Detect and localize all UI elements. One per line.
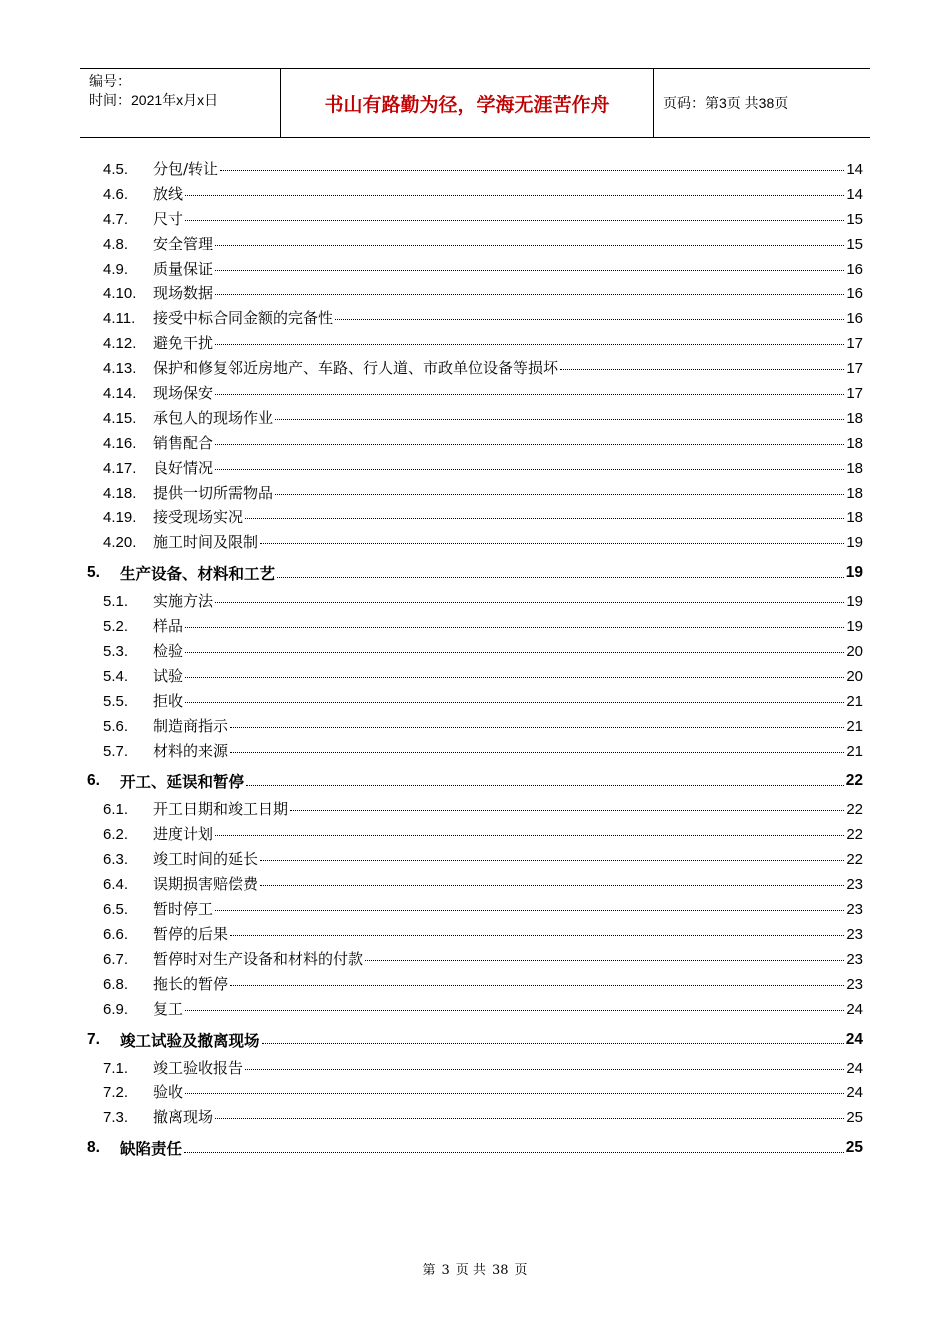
toc-entry-page-number: 22 <box>846 851 863 869</box>
toc-entry-page-number: 19 <box>846 618 863 636</box>
toc-dot-leader <box>185 220 844 221</box>
toc-entry-page-number: 25 <box>846 1109 863 1127</box>
toc-entry-number: 4.18. <box>103 484 137 502</box>
toc-section-entry[interactable] <box>87 1081 863 1106</box>
toc-entry-number: 6.7. <box>103 950 129 968</box>
toc-entry-number: 6.5. <box>103 901 129 919</box>
toc-section-entry[interactable] <box>87 531 863 556</box>
toc-entry-page-number: 23 <box>846 925 863 943</box>
toc-dot-leader <box>230 752 844 753</box>
toc-dot-leader <box>560 369 844 370</box>
toc-entry-number: 6.3. <box>103 851 129 869</box>
toc-entry-number: 6.4. <box>103 876 129 894</box>
toc-dot-leader <box>220 170 844 171</box>
toc-entry-page-number: 22 <box>846 826 863 844</box>
toc-dot-leader <box>215 1118 844 1119</box>
toc-entry-title: 接受现场实况 <box>153 508 244 527</box>
footer-mid: 页 共 <box>455 1263 486 1278</box>
toc-entry-title: 生产设备、材料和工艺 <box>120 564 276 584</box>
toc-section-entry[interactable] <box>87 973 863 998</box>
toc-entry-number: 7.3. <box>103 1109 129 1127</box>
toc-dot-leader <box>262 1043 844 1044</box>
toc-entry-number: 5.7. <box>103 742 129 760</box>
toc-entry-number: 4.20. <box>103 534 137 552</box>
toc-entry-number: 4.5. <box>103 161 129 178</box>
toc-dot-leader <box>215 835 844 836</box>
toc-entry-page-number: 19 <box>846 534 863 552</box>
header-time-label: 时间：2021年x月x日 <box>89 92 219 108</box>
toc-section-entry[interactable] <box>87 258 863 283</box>
header-meta <box>80 69 281 137</box>
toc-entry-number: 5.4. <box>103 667 129 685</box>
toc-entry-number: 8. <box>87 1139 100 1157</box>
toc-entry-number: 7.2. <box>103 1084 129 1102</box>
toc-entry-page-number: 15 <box>846 210 863 228</box>
toc-entry-number: 5. <box>87 564 100 582</box>
toc-entry-page-number: 23 <box>846 950 863 968</box>
toc-section-entry[interactable] <box>87 407 863 432</box>
toc-dot-leader <box>290 810 844 811</box>
toc-section-entry[interactable] <box>87 823 863 848</box>
toc-entry-number: 7. <box>87 1030 100 1048</box>
toc-entry-number: 6.9. <box>103 1000 129 1018</box>
toc-entry-title: 良好情况 <box>153 458 214 477</box>
toc-entry-title: 安全管理 <box>153 234 214 253</box>
header-motto: 书山有路勤为径，学海无涯苦作舟 <box>281 69 654 137</box>
toc-entry-title: 制造商指示 <box>153 716 229 735</box>
toc-entry-title: 样品 <box>153 617 184 636</box>
toc-entry-page-number: 22 <box>846 801 863 819</box>
toc-entry-page-number: 18 <box>846 484 863 502</box>
toc-section-entry[interactable] <box>87 482 863 507</box>
toc-section-entry[interactable] <box>87 457 863 482</box>
toc-dot-leader <box>275 419 844 420</box>
toc-section-entry[interactable] <box>87 715 863 740</box>
toc-section-entry[interactable] <box>87 590 863 615</box>
toc-entry-title: 误期损害赔偿费 <box>153 875 259 894</box>
toc-section-entry[interactable] <box>87 873 863 898</box>
toc-entry-number: 4.12. <box>103 335 137 353</box>
footer-total-pages: 38 <box>491 1263 509 1278</box>
toc-dot-leader <box>184 1152 844 1153</box>
toc-entry-title: 拒收 <box>153 691 184 710</box>
toc-entry-page-number: 19 <box>845 564 863 582</box>
toc-entry-number: 5.5. <box>103 692 129 710</box>
toc-section-entry[interactable] <box>87 615 863 640</box>
toc-entry-page-number: 21 <box>846 742 863 760</box>
toc-entry-page-number: 23 <box>846 975 863 993</box>
toc-entry-title: 暂时停工 <box>153 900 214 919</box>
toc-entry-number: 6.6. <box>103 925 129 943</box>
toc-dot-leader <box>185 652 844 653</box>
toc-entry-page-number: 24 <box>845 1030 863 1048</box>
toc-section-entry[interactable] <box>87 357 863 382</box>
toc-entry-page-number: 23 <box>846 876 863 894</box>
table-of-contents <box>87 158 863 1165</box>
toc-dot-leader <box>215 602 844 603</box>
toc-entry-page-number: 25 <box>845 1139 863 1157</box>
toc-entry-number: 6.2. <box>103 826 129 844</box>
toc-dot-leader <box>185 702 844 703</box>
toc-dot-leader <box>215 270 844 271</box>
toc-dot-leader <box>215 469 844 470</box>
toc-entry-title: 提供一切所需物品 <box>153 483 274 502</box>
toc-section-entry[interactable] <box>87 740 863 765</box>
toc-entry-page-number: 22 <box>845 772 863 790</box>
toc-dot-leader <box>246 785 844 786</box>
toc-entry-title: 撤离现场 <box>153 1108 214 1127</box>
toc-entry-number: 6.1. <box>103 801 129 819</box>
toc-entry-title: 现场保安 <box>153 384 214 403</box>
toc-entry-page-number: 24 <box>846 1000 863 1018</box>
toc-entry-title: 销售配合 <box>153 433 214 452</box>
toc-entry-title: 现场数据 <box>153 284 214 303</box>
toc-section-entry[interactable] <box>87 506 863 531</box>
toc-entry-number: 4.9. <box>103 260 129 278</box>
toc-dot-leader <box>215 444 844 445</box>
toc-section-entry[interactable] <box>87 898 863 923</box>
toc-entry-title: 保护和修复邻近房地产、车路、行人道、市政单位设备等损坏 <box>153 359 559 378</box>
toc-dot-leader <box>260 860 844 861</box>
toc-section-entry[interactable] <box>87 233 863 258</box>
toc-entry-page-number: 21 <box>846 692 863 710</box>
toc-entry-title: 验收 <box>153 1083 184 1102</box>
toc-dot-leader <box>185 1010 844 1011</box>
toc-dot-leader <box>335 319 844 320</box>
header-page-info: 页码：第3页 共38页 <box>663 95 789 111</box>
toc-entry-page-number: 19 <box>846 593 863 611</box>
toc-entry-number: 4.6. <box>103 185 129 203</box>
toc-entry-page-number: 20 <box>846 643 863 661</box>
footer-suffix: 页 <box>514 1263 528 1278</box>
toc-dot-leader <box>245 1069 844 1070</box>
toc-entry-page-number: 16 <box>846 260 863 278</box>
toc-section-entry[interactable] <box>87 208 863 233</box>
footer-prefix: 第 <box>422 1263 436 1278</box>
toc-section-entry[interactable] <box>87 158 863 183</box>
toc-entry-number: 4.7. <box>103 210 129 228</box>
toc-entry-page-number: 17 <box>846 360 863 378</box>
toc-section-entry[interactable] <box>87 640 863 665</box>
toc-dot-leader <box>215 344 844 345</box>
toc-entry-title: 放线 <box>153 184 184 203</box>
toc-entry-number: 7.1. <box>103 1059 129 1077</box>
toc-entry-page-number: 17 <box>846 385 863 403</box>
toc-section-entry[interactable] <box>87 690 863 715</box>
page-header <box>80 68 870 138</box>
toc-entry-page-number: 16 <box>846 285 863 303</box>
toc-entry-title: 开工日期和竣工日期 <box>153 800 289 819</box>
toc-entry-title: 竣工验收报告 <box>153 1058 244 1077</box>
toc-entry-page-number: 24 <box>846 1059 863 1077</box>
toc-section-entry[interactable] <box>87 1106 863 1131</box>
toc-entry-title: 进度计划 <box>153 825 214 844</box>
toc-dot-leader <box>215 294 844 295</box>
toc-entry-page-number: 14 <box>846 161 863 178</box>
toc-entry-number: 4.16. <box>103 434 137 452</box>
toc-entry-number: 4.15. <box>103 409 137 427</box>
toc-entry-number: 4.14. <box>103 385 137 403</box>
toc-entry-title: 拖长的暂停 <box>153 974 229 993</box>
toc-section-entry[interactable] <box>87 998 863 1023</box>
toc-chapter-entry[interactable] <box>87 556 863 590</box>
toc-section-entry[interactable] <box>87 332 863 357</box>
toc-entry-number: 4.11. <box>103 310 136 328</box>
toc-entry-title: 分包/转让 <box>153 160 219 178</box>
toc-entry-number: 4.19. <box>103 509 137 527</box>
toc-entry-number: 6. <box>87 772 100 790</box>
toc-section-entry[interactable] <box>87 948 863 973</box>
toc-dot-leader <box>365 960 844 961</box>
toc-entry-number: 5.6. <box>103 717 129 735</box>
toc-entry-title: 检验 <box>153 642 184 661</box>
toc-entry-title: 暂停时对生产设备和材料的付款 <box>153 949 364 968</box>
toc-dot-leader <box>260 885 844 886</box>
toc-entry-page-number: 18 <box>846 509 863 527</box>
toc-entry-number: 4.10. <box>103 285 137 303</box>
toc-entry-page-number: 17 <box>846 335 863 353</box>
toc-dot-leader <box>230 727 844 728</box>
toc-entry-number: 4.13. <box>103 360 137 378</box>
toc-entry-page-number: 20 <box>846 667 863 685</box>
toc-dot-leader <box>275 494 844 495</box>
page-footer <box>0 1259 950 1278</box>
toc-section-entry[interactable] <box>87 665 863 690</box>
toc-entry-number: 4.17. <box>103 459 137 477</box>
toc-dot-leader <box>230 985 844 986</box>
toc-section-entry[interactable] <box>87 307 863 332</box>
toc-entry-page-number: 24 <box>846 1084 863 1102</box>
footer-current-page: 3 <box>441 1263 450 1278</box>
toc-dot-leader <box>230 935 844 936</box>
toc-dot-leader <box>185 677 844 678</box>
toc-entry-title: 避免干扰 <box>153 334 214 353</box>
toc-chapter-entry[interactable] <box>87 1023 863 1057</box>
toc-section-entry[interactable] <box>87 432 863 457</box>
toc-dot-leader <box>245 518 844 519</box>
toc-entry-title: 材料的来源 <box>153 741 229 760</box>
toc-entry-number: 4.8. <box>103 235 129 253</box>
toc-entry-number: 5.2. <box>103 618 129 636</box>
toc-section-entry[interactable] <box>87 798 863 823</box>
toc-entry-title: 竣工时间的延长 <box>153 850 259 869</box>
toc-section-entry[interactable] <box>87 923 863 948</box>
toc-entry-page-number: 21 <box>846 717 863 735</box>
toc-section-entry[interactable] <box>87 1057 863 1082</box>
toc-entry-title: 暂停的后果 <box>153 924 229 943</box>
toc-entry-number: 5.1. <box>103 593 129 611</box>
toc-section-entry[interactable] <box>87 848 863 873</box>
toc-entry-title: 施工时间及限制 <box>153 533 259 552</box>
toc-dot-leader <box>185 195 844 196</box>
toc-dot-leader <box>215 394 844 395</box>
toc-entry-title: 竣工试验及撤离现场 <box>120 1030 260 1050</box>
toc-chapter-entry[interactable] <box>87 1131 863 1165</box>
toc-dot-leader <box>277 577 844 578</box>
toc-entry-page-number: 18 <box>846 459 863 477</box>
toc-dot-leader <box>185 1093 844 1094</box>
toc-section-entry[interactable] <box>87 282 863 307</box>
toc-entry-title: 尺寸 <box>153 209 184 228</box>
toc-entry-title: 接受中标合同金额的完备性 <box>153 309 334 328</box>
toc-entry-title: 试验 <box>153 666 184 685</box>
toc-entry-page-number: 23 <box>846 901 863 919</box>
toc-entry-page-number: 14 <box>846 185 863 203</box>
toc-entry-title: 复工 <box>153 999 184 1018</box>
toc-dot-leader <box>215 910 844 911</box>
toc-entry-title: 质量保证 <box>153 259 214 278</box>
toc-entry-page-number: 18 <box>846 434 863 452</box>
toc-dot-leader <box>215 245 844 246</box>
toc-entry-page-number: 16 <box>846 310 863 328</box>
toc-entry-title: 实施方法 <box>153 592 214 611</box>
toc-chapter-entry[interactable] <box>87 764 863 798</box>
toc-entry-number: 5.3. <box>103 643 129 661</box>
toc-dot-leader <box>185 627 844 628</box>
toc-entry-title: 承包人的现场作业 <box>153 408 274 427</box>
toc-section-entry[interactable] <box>87 382 863 407</box>
toc-entry-page-number: 18 <box>846 409 863 427</box>
toc-dot-leader <box>260 543 844 544</box>
header-number-label: 编号： <box>89 73 131 89</box>
toc-entry-title: 缺陷责任 <box>120 1139 183 1159</box>
toc-entry-title: 开工、延误和暂停 <box>120 772 245 792</box>
toc-section-entry[interactable] <box>87 183 863 208</box>
toc-entry-page-number: 15 <box>846 235 863 253</box>
toc-entry-number: 6.8. <box>103 975 129 993</box>
